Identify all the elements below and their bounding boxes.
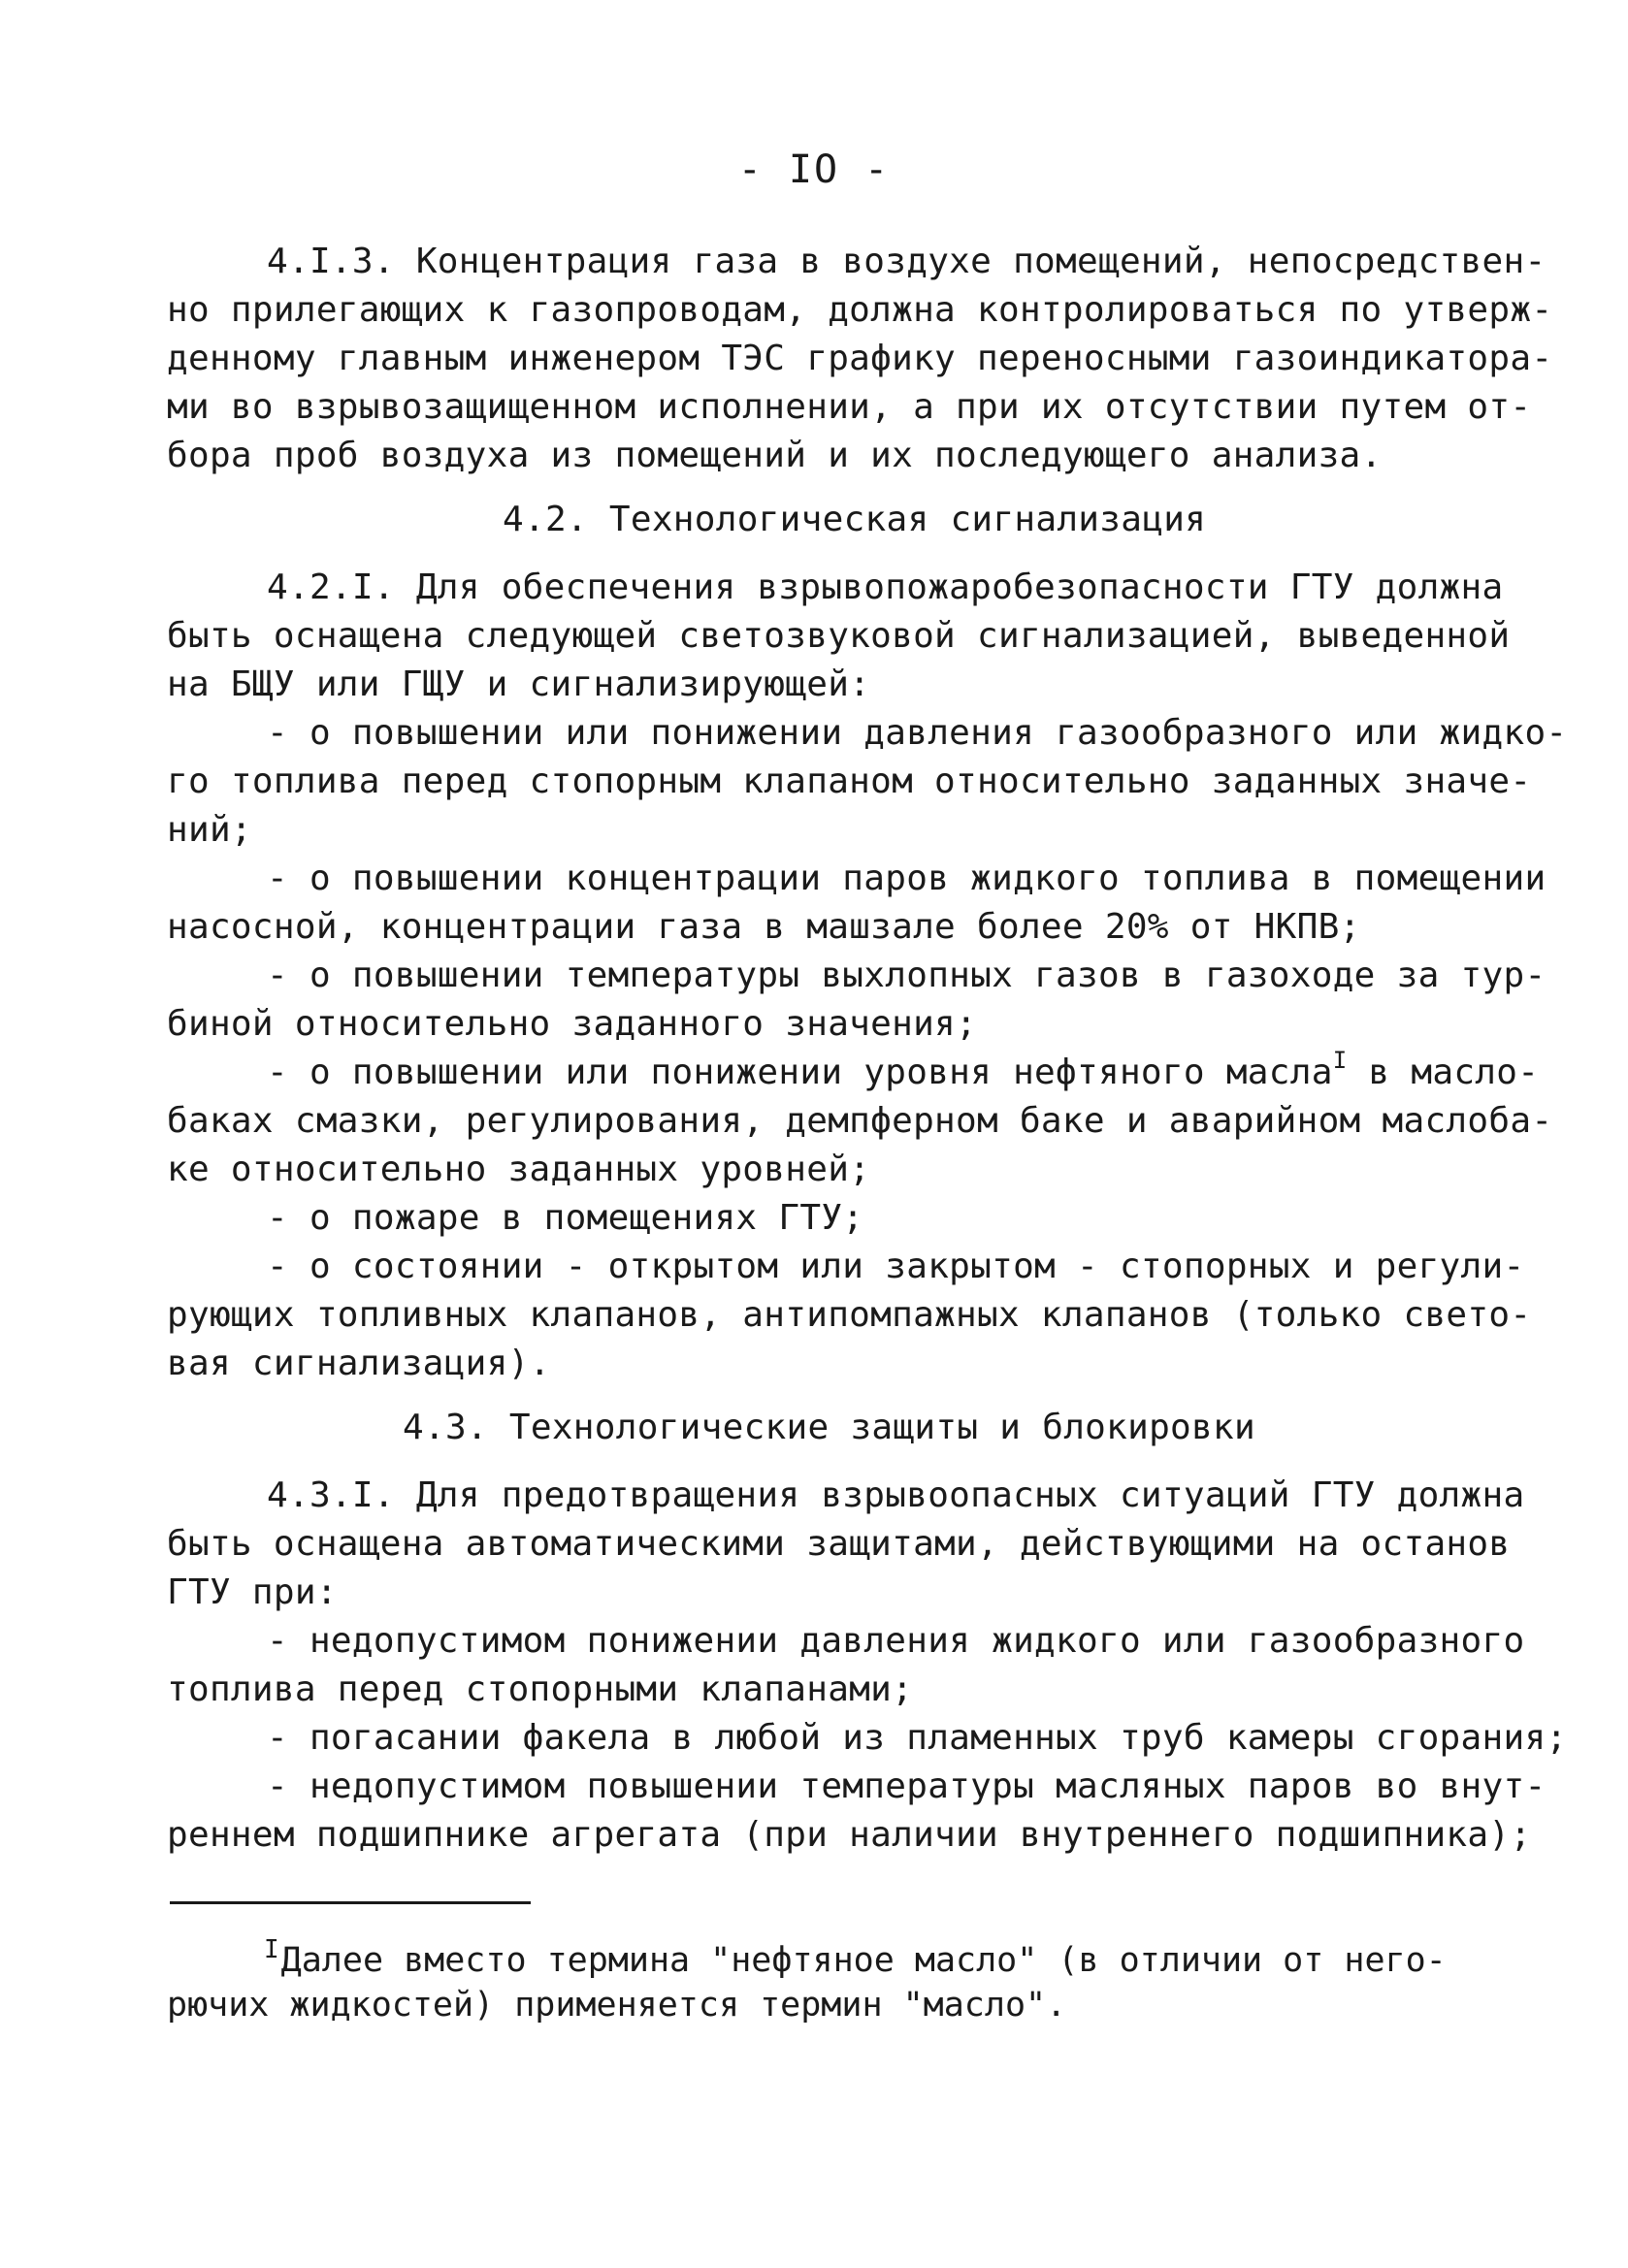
list-item-line: - о пожаре в помещениях ГТУ;	[267, 1198, 864, 1238]
list-item-line: го топлива перед стопорным клапаном относительно заданных значе-	[167, 761, 1532, 801]
list-item-line: топлива перед стопорными клапанами;	[167, 1669, 914, 1709]
list-item-text: в масло-	[1347, 1053, 1540, 1092]
list-item-line: насосной, концентрации газа в машзале более 20% от НКПВ;	[167, 907, 1361, 947]
list-item-text: - о повышении или понижении уровня нефтяного масла	[267, 1053, 1333, 1092]
page-number: - IO -	[737, 147, 891, 192]
para-413-line: 4.I.3. Концентрация газа в воздухе помещений, непосредствен-	[267, 242, 1547, 281]
list-item-line: - недопустимом понижении давления жидкого или газообразного	[267, 1621, 1525, 1661]
footnote-mark: I	[264, 1935, 279, 1964]
list-item-line: - о состоянии - открытом или закрытом - стопорных и регули-	[267, 1247, 1525, 1286]
list-item-line: - погасании факела в любой из пламенных труб камеры сгорания;	[267, 1718, 1568, 1758]
footnote-reference-mark: I	[1332, 1047, 1348, 1074]
para-421-line: 4.2.I. Для обеспечения взрывопожаробезопасности ГТУ должна	[267, 567, 1504, 607]
list-item-line: биной относительно заданного значения;	[167, 1004, 978, 1044]
para-413-line: бора проб воздуха из помещений и их последующего анализа.	[167, 436, 1383, 475]
footnote-line	[264, 1935, 1447, 1980]
list-item-line: - о повышении или понижении давления газообразного или жидко-	[267, 713, 1568, 753]
list-item-line: баках смазки, регулирования, демпферном баке и аварийном маслоба-	[167, 1101, 1553, 1141]
list-item-line: ний;	[167, 810, 252, 850]
footnote-divider	[170, 1901, 531, 1904]
list-item-line: рующих топливных клапанов, антипомпажных клапанов (только свето-	[167, 1295, 1532, 1335]
para-413-line: денному главным инженером ТЭС графику переносными газоиндикатора-	[167, 339, 1553, 378]
footnote-text: Далее вместо термина "нефтяное масло" (в отличии от него-	[280, 1941, 1447, 1980]
para-413-line: ми во взрывозащищенном исполнении, а при их отсутствии путем от-	[167, 387, 1532, 427]
list-item-line: вая сигнализация).	[167, 1344, 551, 1383]
section-heading-4-3: 4.3. Технологические защиты и блокировки	[403, 1408, 1255, 1447]
para-431-line: быть оснащена автоматическими защитами, действующими на останов	[167, 1524, 1511, 1564]
para-413-line: но прилегающих к газопроводам, должна контролироваться по утверж-	[167, 290, 1553, 330]
para-431-line: 4.3.I. Для предотвращения взрывоопасных ситуаций ГТУ должна	[267, 1475, 1525, 1515]
section-heading-4-2: 4.2. Технологическая сигнализация	[503, 500, 1207, 539]
list-item-line: - о повышении температуры выхлопных газов в газоходе за тур-	[267, 956, 1547, 995]
para-421-line: на БЩУ или ГЩУ и сигнализирующей:	[167, 664, 871, 704]
list-item-line: реннем подшипнике агрегата (при наличии внутреннего подшипника);	[167, 1815, 1532, 1855]
list-item-line: ке относительно заданных уровней;	[167, 1150, 871, 1189]
list-item-line	[267, 1047, 1540, 1092]
para-431-line: ГТУ при:	[167, 1572, 338, 1612]
list-item-line: - недопустимом повышении температуры масляных паров во внут-	[267, 1766, 1547, 1806]
list-item-line: - о повышении концентрации паров жидкого топлива в помещении	[267, 859, 1547, 898]
para-421-line: быть оснащена следующей светозвуковой сигнализацией, выведенной	[167, 616, 1511, 656]
footnote-line: рючих жидкостей) применяется термин "масло".	[167, 1986, 1067, 2025]
